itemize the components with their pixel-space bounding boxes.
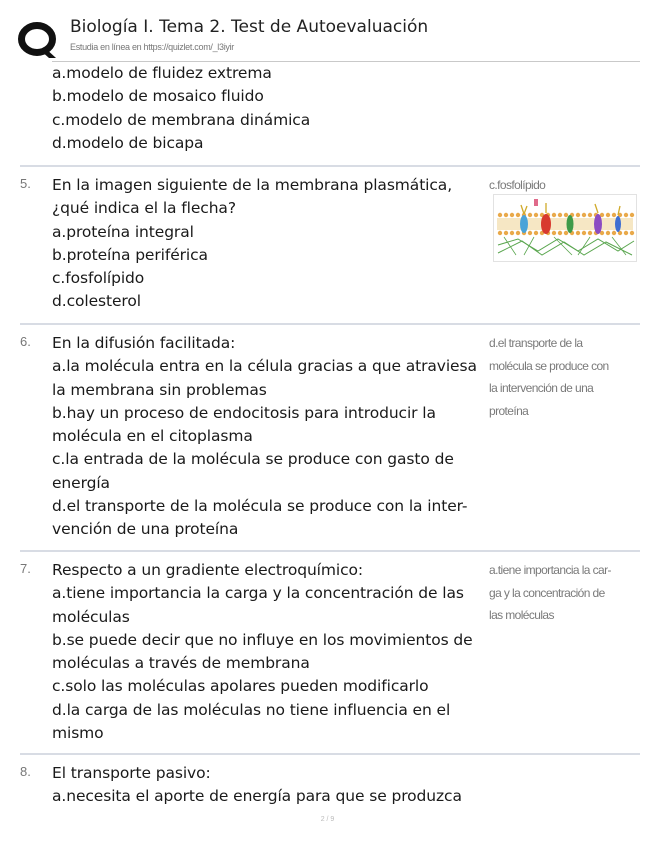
option-line: d.modelo de bicapa <box>52 133 204 152</box>
question-divider <box>20 550 640 552</box>
option-line: la membrana sin problemas <box>52 380 267 399</box>
option-line: c.fosfolípido <box>52 269 145 288</box>
option-line: vención de una proteína <box>52 520 239 539</box>
quizlet-logo-icon <box>16 20 60 60</box>
option-line: b.proteína periférica <box>52 245 208 264</box>
option-line: c.solo las moléculas apolares pueden modificarlo <box>52 677 429 696</box>
membrane-diagram-image <box>493 194 637 262</box>
option-line: energía <box>52 473 110 492</box>
option-line: a.modelo de fluidez extrema <box>52 64 272 82</box>
option-line: moléculas a través de membrana <box>52 654 310 673</box>
option-line: c.modelo de membrana dinámica <box>52 110 311 129</box>
option-line: b.modelo de mosaico fluido <box>52 87 264 106</box>
page-header <box>0 0 655 62</box>
question-divider <box>20 753 640 755</box>
answer-text: c.fosfolípido <box>489 178 546 192</box>
option-line: mismo <box>52 724 104 743</box>
answer-text: proteína <box>489 403 529 418</box>
option-line: a.necesita el aporte de energía para que se produzca <box>52 787 462 806</box>
answer-text: a.tiene importancia la car- <box>489 563 611 577</box>
option-line: moléculas <box>52 607 130 626</box>
answer-text: molécula se produce con <box>489 358 609 373</box>
question-number: 5. <box>20 176 31 191</box>
question-text: En la imagen siguiente de la membrana plasmática, <box>52 176 453 194</box>
answer-text: ga y la concentración de <box>489 585 605 600</box>
answer-column <box>489 559 639 627</box>
question-text: ¿qué indica el la flecha? <box>52 199 236 218</box>
option-line: b.se puede decir que no influye en los movimientos de <box>52 630 473 649</box>
option-line: a.la molécula entra en la célula gracias a que atraviesa <box>52 357 477 376</box>
answer-text: d.el transporte de la <box>489 336 583 350</box>
option-line: d.la carga de las moléculas no tiene influencia en el <box>52 700 451 719</box>
option-line: b.hay un proceso de endocitosis para introducir la <box>52 403 436 422</box>
question-text: En la difusión facilitada: <box>52 334 236 352</box>
document-source-link[interactable]: Estudia en línea en https://quizlet.com/_l3iyir <box>70 42 234 52</box>
answer-column <box>489 332 639 422</box>
option-line: d.colesterol <box>52 292 141 311</box>
option-line: molécula en el citoplasma <box>52 427 253 446</box>
option-line: a.tiene importancia la carga y la concentración de las <box>52 584 464 603</box>
question-number: 7. <box>20 561 31 576</box>
question-number: 6. <box>20 334 31 349</box>
question-text: Respecto a un gradiente electroquímico: <box>52 561 364 579</box>
option-line: a.proteína integral <box>52 222 194 241</box>
answer-text: la intervención de una <box>489 381 594 395</box>
option-line: d.el transporte de la molécula se produce con la inter- <box>52 497 468 516</box>
option-line: c.la entrada de la molécula se produce con gasto de <box>52 450 454 469</box>
document-title: Biología I. Tema 2. Test de Autoevaluación <box>70 17 429 37</box>
answer-text: las moléculas <box>489 608 554 622</box>
question-divider <box>20 165 640 167</box>
question-number: 8. <box>20 764 31 779</box>
page-number: 2 / 9 <box>320 816 335 823</box>
question-text: El transporte pasivo: <box>52 764 211 782</box>
question-divider <box>20 323 640 325</box>
